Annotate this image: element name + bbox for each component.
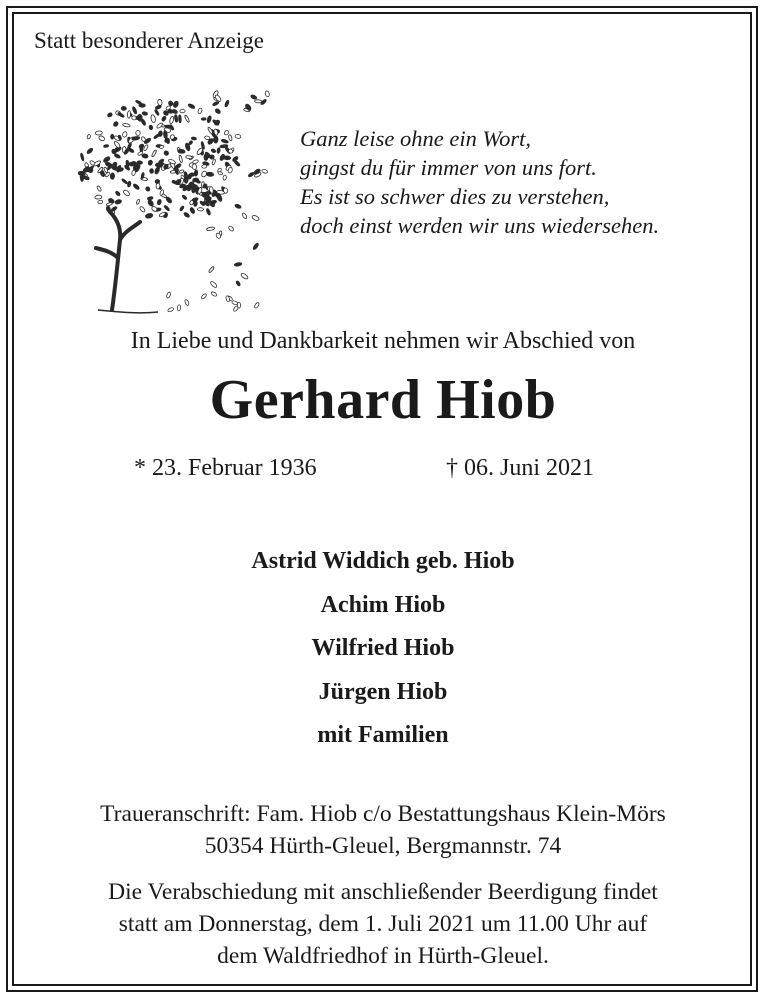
poem-line: Es ist so schwer dies zu verstehen,: [300, 184, 610, 209]
leaf-shape: [166, 292, 171, 299]
leaf-shape: [172, 100, 179, 108]
leaf-shape: [251, 215, 259, 222]
leaf-shape: [206, 208, 211, 215]
address-line: Traueranschrift: Fam. Hiob c/o Bestattungshaus Klein-Mörs: [100, 801, 666, 827]
leaf-shape: [235, 280, 240, 286]
leaf-shape: [211, 291, 218, 297]
header-notice: Statt besonderer Anzeige: [34, 28, 264, 53]
leaf-shape: [114, 153, 121, 158]
leaf-shape: [174, 114, 178, 122]
leaf-shape: [167, 307, 174, 313]
leaf-shape: [115, 191, 121, 197]
leaf-shape: [142, 153, 149, 158]
leaf-shape: [250, 94, 257, 100]
leaf-shape: [95, 131, 102, 136]
family-list: [0, 540, 766, 758]
leaf-shape: [132, 106, 138, 114]
leaf-shape: [80, 176, 87, 179]
poem-line: doch einst werden wir uns wiedersehen.: [300, 213, 660, 238]
leaf-shape: [178, 155, 182, 163]
leaf-shape: [169, 116, 174, 124]
leaf-shape: [110, 173, 115, 180]
leaf-shape: [202, 164, 207, 168]
mourning-address: [0, 798, 766, 862]
leaf-shape: [192, 159, 199, 164]
leaf-shape: [217, 147, 221, 153]
leaf-shape: [211, 148, 217, 153]
leaf-shape: [223, 156, 231, 160]
leaf-shape: [191, 137, 197, 141]
leaf-shape: [122, 123, 130, 127]
leaf-shape: [121, 178, 128, 184]
leaf-shape: [164, 205, 171, 212]
leaf-shape: [224, 100, 229, 108]
leaf-shape: [127, 181, 131, 187]
leaf-shape: [142, 111, 148, 115]
leaf-shape: [237, 302, 241, 308]
leaf-shape: [179, 169, 185, 173]
leaf-shape: [115, 199, 122, 205]
family-member: mit Familien: [317, 722, 449, 748]
leaf-shape: [214, 94, 222, 102]
leaf-shape: [98, 200, 103, 204]
leaf-shape: [197, 108, 202, 115]
leaf-shape: [148, 160, 153, 166]
leaf-shape: [228, 225, 235, 231]
leaf-shape: [216, 193, 223, 202]
leaf-shape: [147, 199, 154, 207]
leaf-shape: [214, 108, 221, 115]
leaf-shape: [240, 272, 249, 280]
leaf-shape: [149, 168, 153, 173]
leaf-shape: [113, 121, 119, 127]
leaf-shape: [150, 114, 156, 123]
leaf-shape: [121, 106, 126, 110]
family-member: Astrid Widdich geb. Hiob: [251, 548, 515, 574]
birth-date: * 23. Februar 1936: [134, 455, 317, 481]
leaf-shape: [188, 103, 196, 109]
leaf-shape: [105, 162, 112, 167]
leaf-shape: [183, 212, 190, 218]
death-date: † 06. Juni 2021: [446, 455, 595, 481]
leaf-shape: [178, 115, 181, 123]
leaf-shape: [218, 171, 223, 175]
leaf-shape: [196, 179, 201, 183]
leaf-shape: [133, 183, 141, 190]
leaf-shape: [145, 213, 153, 219]
poem-line: gingst du für immer von uns fort.: [300, 155, 597, 180]
leaf-shape: [163, 150, 169, 156]
leaf-shape: [189, 173, 194, 177]
leaf-shape: [154, 109, 159, 116]
leaf-shape: [241, 212, 247, 219]
leaf-shape: [235, 134, 241, 139]
poem-line: Ganz leise ohne ein Wort,: [300, 126, 532, 151]
leaf-shape: [234, 262, 242, 266]
leaf-shape: [156, 122, 163, 129]
leaf-shape: [214, 136, 219, 143]
deceased-name: Gerhard Hiob: [209, 369, 557, 431]
leaf-shape: [212, 159, 216, 165]
leaf-shape: [207, 115, 212, 123]
leaf-shape: [189, 207, 195, 214]
leaf-shape: [255, 100, 262, 103]
leaf-shape: [206, 227, 214, 231]
leaf-shape: [192, 164, 197, 170]
funeral-info: [0, 876, 766, 972]
leaf-shape: [135, 130, 140, 136]
leaf-shape: [96, 185, 101, 191]
leaf-shape: [123, 189, 131, 197]
leaf-shape: [155, 179, 160, 183]
leaf-shape: [210, 281, 218, 289]
intro-text: In Liebe und Dankbarkeit nehmen wir Abschied von: [130, 328, 636, 354]
leaf-shape: [161, 116, 167, 122]
leaf-shape: [177, 305, 181, 311]
leaf-shape: [80, 153, 84, 161]
leaf-shape: [206, 172, 214, 177]
leaf-shape: [113, 140, 121, 148]
leaf-shape: [157, 99, 162, 106]
leaf-shape: [208, 266, 214, 273]
leaf-shape: [103, 144, 108, 148]
leaf-shape: [182, 195, 188, 200]
windblown-tree-icon: [58, 62, 280, 320]
leaf-shape: [139, 103, 146, 107]
family-member: Wilfried Hiob: [311, 635, 455, 661]
poem: [300, 124, 659, 240]
leaf-shape: [110, 134, 113, 139]
leaf-shape: [86, 147, 93, 154]
leaf-shape: [201, 118, 206, 121]
leaf-shape: [145, 186, 151, 192]
leaf-shape: [140, 118, 146, 126]
leaf-shape: [165, 125, 173, 128]
leaf-shape: [261, 169, 268, 174]
leaf-shape: [184, 115, 190, 123]
leaf-shape: [254, 302, 260, 309]
leaf-shape: [223, 130, 229, 136]
leaf-shape: [98, 135, 105, 142]
leaf-shape: [212, 101, 219, 106]
leaf-shape: [157, 199, 162, 205]
address-line: 50354 Hürth-Gleuel, Bergmannstr. 74: [204, 833, 562, 859]
family-member: Achim Hiob: [320, 591, 446, 618]
leaf-shape: [179, 205, 184, 211]
leaf-shape: [234, 204, 241, 210]
leaf-shape: [127, 111, 130, 119]
leaf-shape: [107, 112, 113, 118]
leaf-shape: [139, 206, 146, 213]
leaf-shape: [248, 172, 255, 178]
leaf-shape: [221, 139, 229, 144]
leaf-shape: [87, 134, 91, 139]
leaf-shape: [189, 200, 194, 205]
leaf-shape: [232, 156, 239, 163]
leaf-shape: [122, 131, 128, 137]
leaf-shape: [184, 176, 188, 183]
funeral-line: statt am Donnerstag, dem 1. Juli 2021 um 11.00 Uhr auf: [118, 911, 648, 937]
leaf-shape: [149, 125, 153, 130]
leaf-shape: [151, 150, 157, 158]
leaf-shape: [252, 242, 259, 250]
leaf-shape: [205, 191, 211, 194]
leaf-shape: [228, 135, 232, 141]
leaf-shape: [136, 199, 140, 205]
leaf-shape: [163, 130, 167, 138]
leaf-shape: [223, 175, 227, 180]
leaf-shape: [201, 293, 208, 300]
funeral-line: dem Waldfriedhof in Hürth-Gleuel.: [217, 943, 549, 969]
leaf-shape: [197, 208, 203, 211]
leaf-shape: [95, 195, 102, 199]
leaf-shape: [184, 299, 190, 306]
leaf-shape: [131, 170, 136, 176]
funeral-line: Die Verabschiedung mit anschließender Beerdigung findet: [108, 879, 658, 905]
leaf-shape: [265, 90, 270, 97]
leaf-shape: [89, 160, 95, 166]
leaf-shape: [154, 166, 160, 174]
leaf-shape: [180, 109, 185, 113]
family-member: Jürgen Hiob: [318, 678, 448, 705]
leaf-shape: [186, 155, 193, 159]
